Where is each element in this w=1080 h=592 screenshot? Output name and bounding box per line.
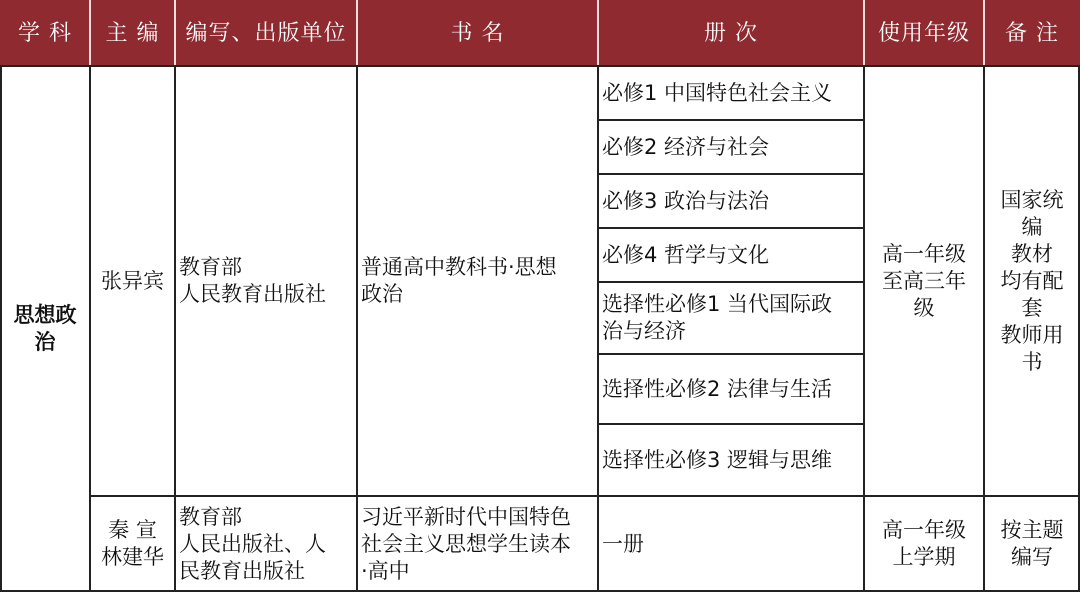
volume-row: 必修2 经济与社会: [602, 134, 770, 159]
group2-editor: 秦 宣 林建华: [101, 518, 164, 569]
volume-row: 必修1 中国特色社会主义: [602, 80, 833, 105]
subject-text: 思想政治: [13, 303, 77, 354]
grid-line: [983, 66, 985, 592]
grid-line: [597, 173, 865, 175]
volume-row: 选择性必修1 当代国际政 治与经济: [602, 292, 833, 343]
volume-row: 必修3 政治与法治: [602, 188, 770, 213]
grid-line: [597, 227, 865, 229]
grid-line: [597, 119, 865, 121]
grid-line: [89, 495, 1080, 497]
grid-line: [597, 281, 865, 283]
header-divider: [597, 0, 599, 66]
volume-row: 选择性必修3 逻辑与思维: [602, 447, 833, 472]
grid-line: [597, 353, 865, 355]
header-editor: 主 编: [90, 0, 175, 66]
header-book: 书 名: [357, 0, 598, 66]
header-volume: 册 次: [598, 0, 864, 66]
group1-editor: 张异宾: [101, 268, 164, 293]
group1-book: 普通高中教科书·思想 政治: [361, 255, 557, 306]
grid-line: [0, 66, 2, 592]
group2-volume: 一册: [602, 531, 644, 556]
group2-book: 习近平新时代中国特色 社会主义思想学生读本 ·高中: [361, 504, 571, 583]
grid-line: [0, 65, 1080, 67]
volume-row: 必修4 哲学与文化: [602, 242, 770, 267]
group1-note: 国家统 编 教材 均有配 套 教师用 书: [1000, 187, 1064, 374]
header-subject: 学 科: [0, 0, 90, 66]
group2-publisher: 教育部 人民出版社、人 民教育出版社: [179, 504, 326, 583]
header-divider: [174, 0, 176, 66]
group2-grade: 高一年级 上学期: [882, 518, 966, 569]
header-publisher: 编写、出版单位: [175, 0, 357, 66]
group1-grade: 高一年级 至高三年 级: [882, 241, 966, 320]
header-divider: [863, 0, 865, 66]
grid-line: [356, 66, 358, 592]
group1-publisher: 教育部 人民教育出版社: [179, 255, 326, 306]
header-divider: [356, 0, 358, 66]
grid-line: [597, 66, 599, 592]
subject-cell: [0, 66, 90, 592]
grid-line: [89, 66, 91, 592]
grid-line: [597, 423, 865, 425]
group2-note: 按主题 编写: [1000, 518, 1064, 569]
grid-line: [863, 66, 865, 592]
grid-line: [174, 66, 176, 592]
header-grade: 使用年级: [864, 0, 984, 66]
volume-row: 选择性必修2 法律与生活: [602, 376, 833, 401]
header-note: 备 注: [984, 0, 1080, 66]
header-divider: [89, 0, 91, 66]
header-divider: [983, 0, 985, 66]
